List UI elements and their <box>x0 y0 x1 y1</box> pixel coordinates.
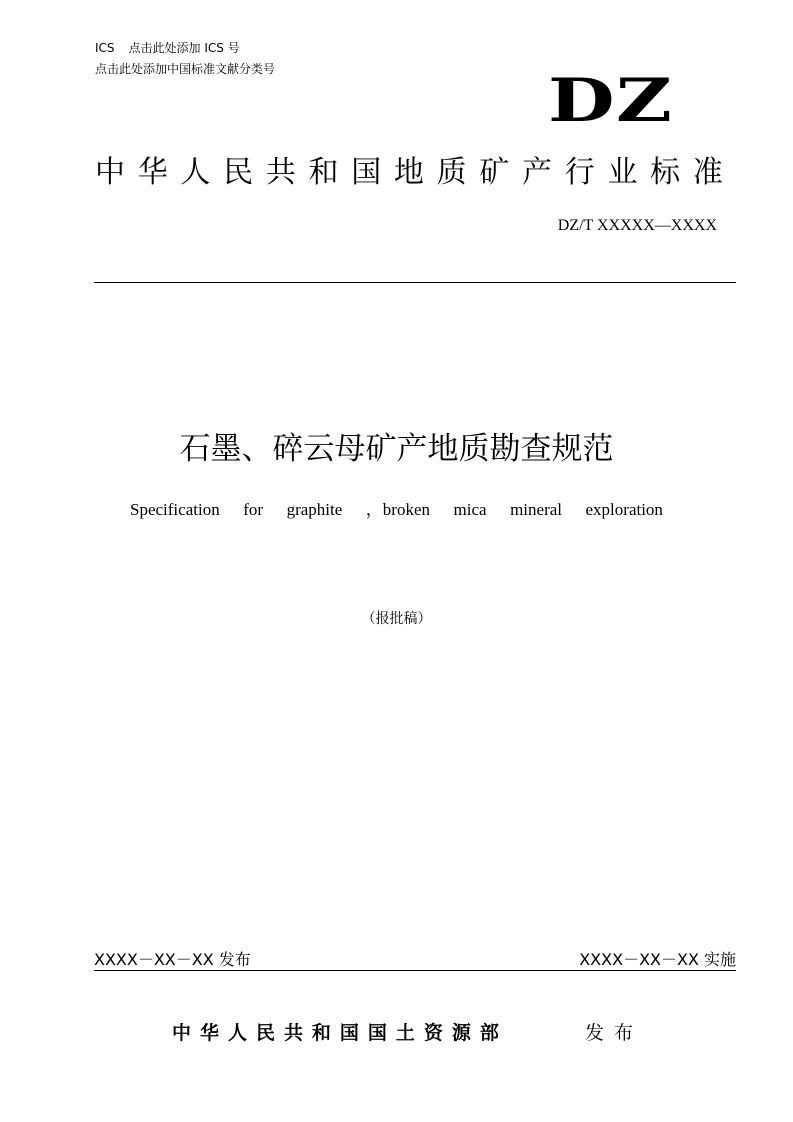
english-title-word: graphite <box>286 500 343 519</box>
classification-number-placeholder[interactable]: 点击此处添加中国标准文献分类号 <box>95 62 276 76</box>
title-char: 产 <box>522 155 553 190</box>
issuer-char: 国 <box>339 1022 359 1044</box>
footer-divider <box>94 970 736 971</box>
title-char: 共 <box>265 155 296 190</box>
title-char: 行 <box>564 155 595 190</box>
title-char: 中 <box>95 155 125 190</box>
issuer-char: 民 <box>255 1022 275 1044</box>
english-title-word: exploration <box>585 500 663 519</box>
ics-number-placeholder[interactable]: 点击此处添加 ICS 号 <box>128 41 240 55</box>
document-title: 石墨、碎云母矿产地质勘查规范 <box>179 431 614 467</box>
title-char: 质 <box>436 155 467 190</box>
title-char: 矿 <box>479 155 510 190</box>
issuer-char: 共 <box>283 1022 303 1044</box>
issue-verb-char: 发 <box>585 1022 605 1044</box>
english-title-word: mineral <box>510 500 562 519</box>
implement-date: XXXX－XX－XX 实施 <box>579 950 736 969</box>
english-title-word: mica <box>453 500 487 519</box>
ics-line <box>95 40 240 56</box>
issuing-authority <box>172 1020 499 1046</box>
title-char: 华 <box>137 155 168 190</box>
issuer-char: 和 <box>311 1022 331 1044</box>
english-title <box>130 499 663 521</box>
title-char: 准 <box>692 155 723 190</box>
issuer-char: 国 <box>367 1022 387 1044</box>
issuer-char: 部 <box>479 1022 499 1044</box>
header-divider <box>94 282 736 283</box>
issue-verb <box>585 1020 633 1046</box>
english-title-word: Specification <box>130 500 220 519</box>
standard-number: DZ/T XXXXX—XXXX <box>557 217 717 234</box>
ics-label: ICS <box>95 41 115 55</box>
issuer-char: 人 <box>227 1022 247 1044</box>
title-char: 国 <box>351 155 382 190</box>
title-char: 业 <box>607 155 638 190</box>
title-char: 人 <box>180 155 211 190</box>
issuer-char: 中 <box>172 1022 192 1044</box>
standard-category-title <box>95 151 723 195</box>
title-char: 标 <box>650 155 681 190</box>
english-title-word: for <box>243 500 264 519</box>
english-title-word: ，broken <box>365 500 430 519</box>
issuer-char: 源 <box>451 1022 471 1044</box>
publish-date: XXXX－XX－XX 发布 <box>94 950 251 969</box>
issuer-char: 土 <box>395 1022 415 1044</box>
issuer-char: 华 <box>199 1022 219 1044</box>
title-char: 民 <box>223 155 254 190</box>
issue-verb-char: 布 <box>613 1022 633 1044</box>
dz-logo: DZ <box>548 66 674 136</box>
issuer-char: 资 <box>423 1022 443 1044</box>
title-char: 和 <box>308 155 339 190</box>
draft-status: （报批稿） <box>361 611 432 627</box>
title-char: 地 <box>393 155 424 190</box>
